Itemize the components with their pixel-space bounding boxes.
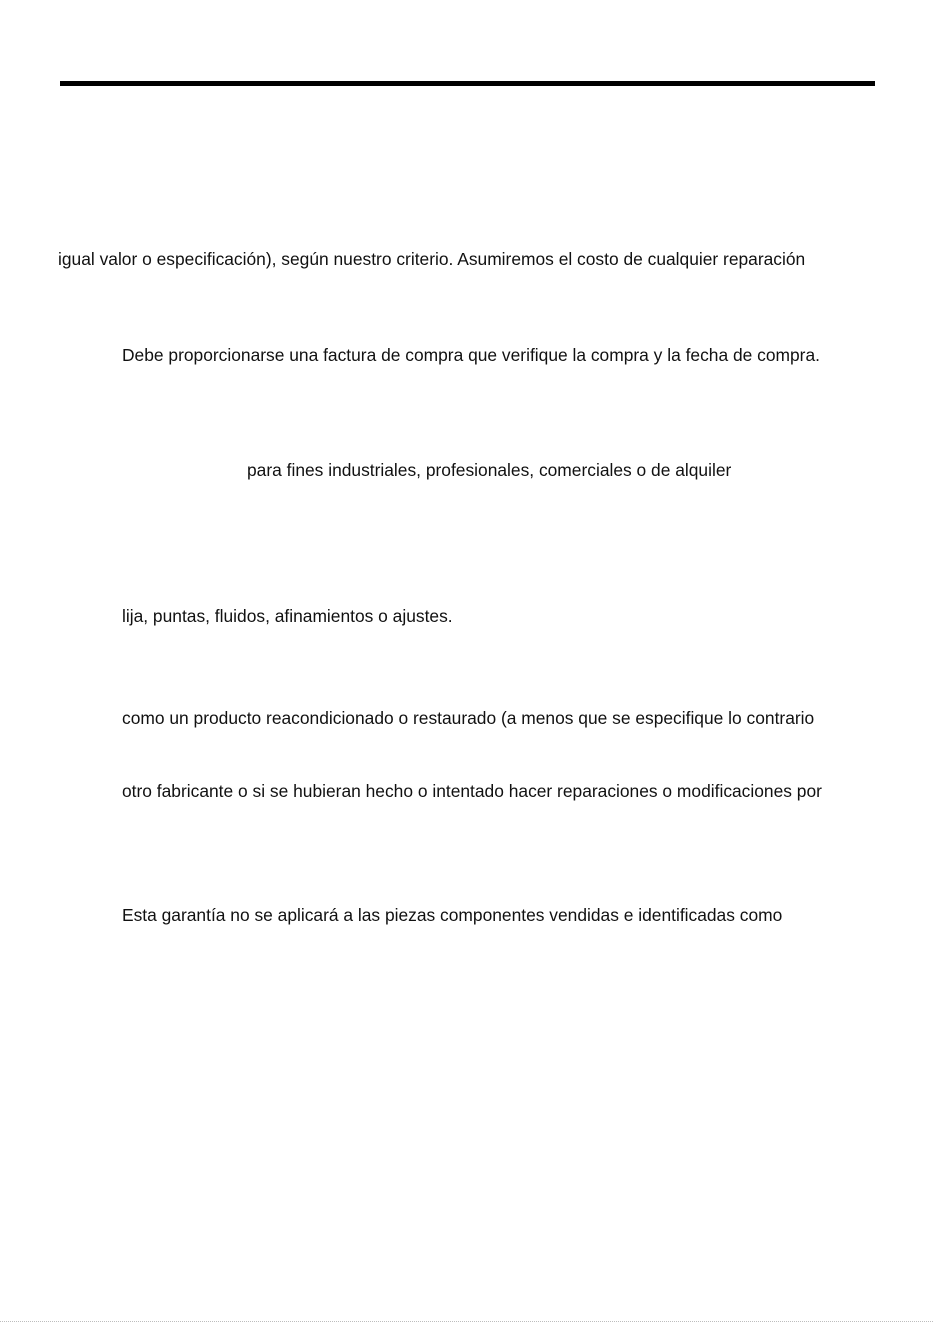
text-line-repair-cost: igual valor o especificación), según nuestro criterio. Asumiremos el costo de cualquier reparación <box>58 249 806 269</box>
page-bottom-edge <box>0 1321 933 1322</box>
text-line-modifications: otro fabricante o si se hubieran hecho o intentado hacer reparaciones o modificaciones por <box>122 781 822 801</box>
text-line-refurbished: como un producto reacondicionado o restaurado (a menos que se especifique lo contrario <box>122 708 815 728</box>
text-line-consumables: lija, puntas, fluidos, afinamientos o ajustes. <box>122 606 453 626</box>
text-line-invoice-required: Debe proporcionarse una factura de compra que verifique la compra y la fecha de compra. <box>122 345 820 365</box>
header-rule <box>60 81 875 86</box>
text-line-component-parts: Esta garantía no se aplicará a las piezas componentes vendidas e identificadas como <box>122 905 783 925</box>
text-line-commercial-use: para fines industriales, profesionales, comerciales o de alquiler <box>247 460 732 480</box>
